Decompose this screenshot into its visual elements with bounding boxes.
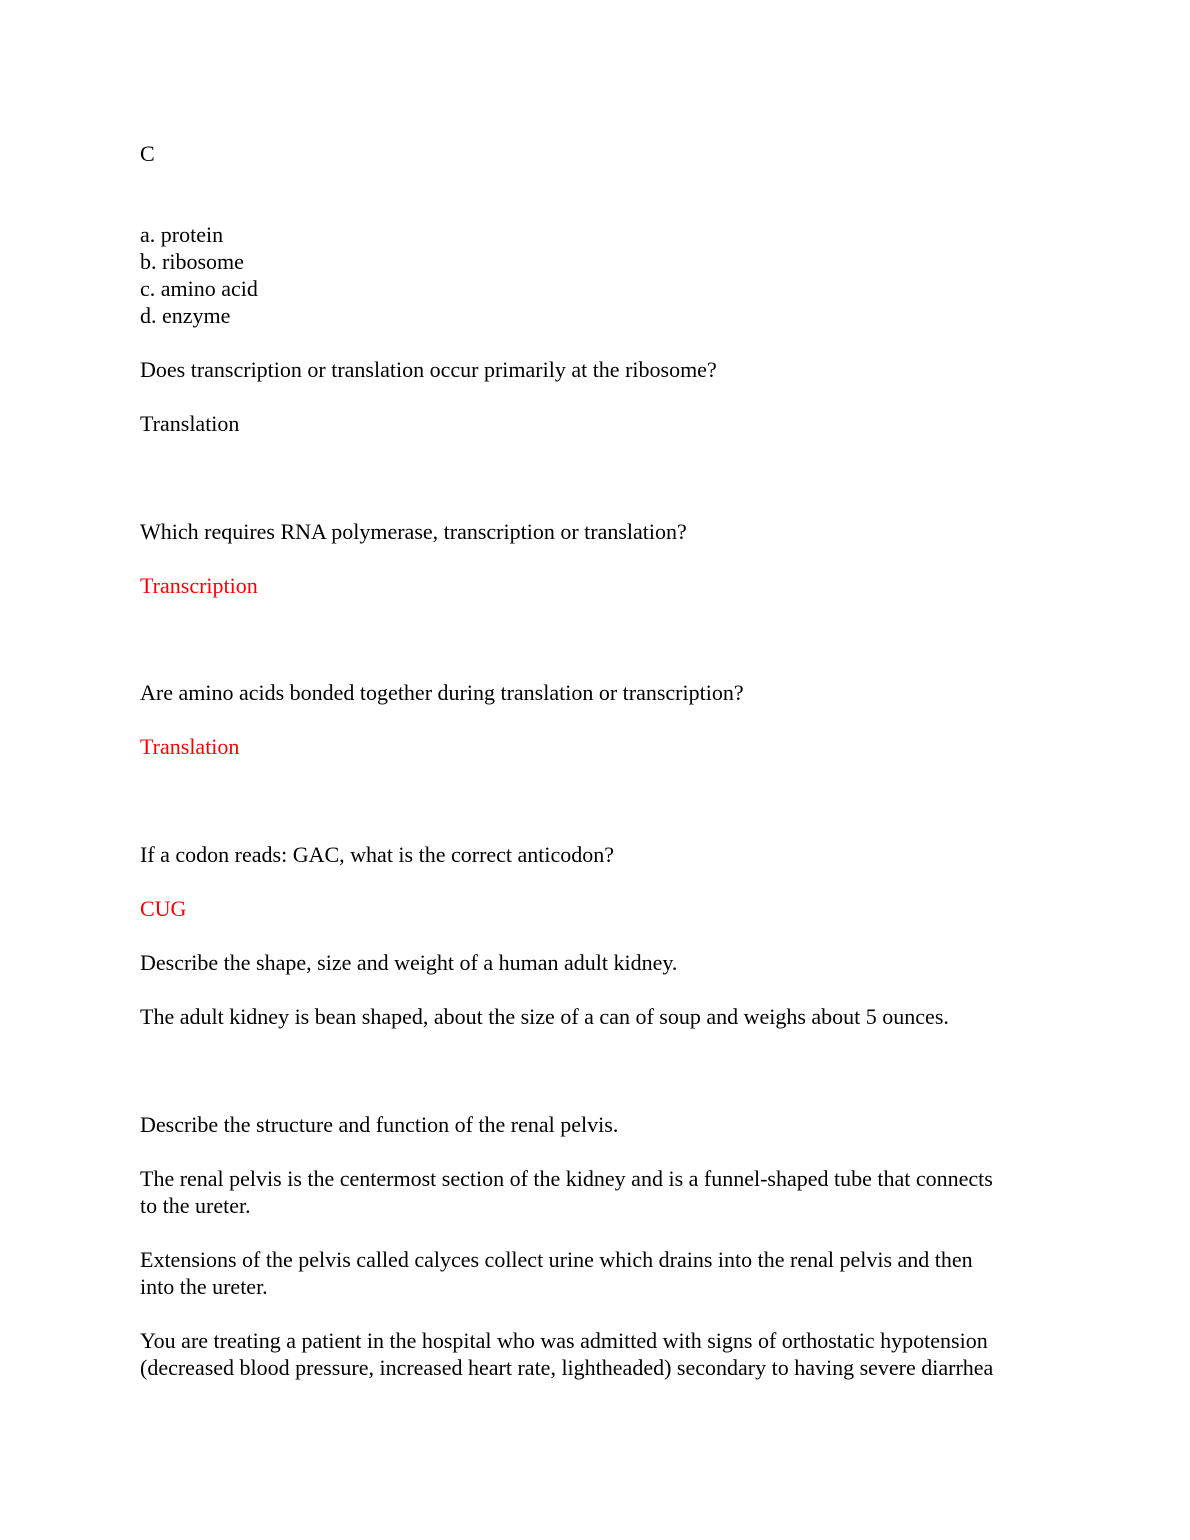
answer-3: Translation <box>140 734 240 759</box>
question-3: Are amino acids bonded together during translation or transcription? <box>140 680 744 705</box>
question-4: If a codon reads: GAC, what is the correct anticodon? <box>140 842 615 867</box>
answer-6-p2-line2: into the ureter. <box>140 1274 268 1299</box>
option-b: b. ribosome <box>140 249 244 274</box>
option-d: d. enzyme <box>140 303 231 328</box>
question-7-line2: (decreased blood pressure, increased heart rate, lightheaded) secondary to having severe diarrhea <box>140 1355 994 1380</box>
option-a: a. protein <box>140 222 224 247</box>
answer-5: The adult kidney is bean shaped, about the size of a can of soup and weighs about 5 ounces. <box>140 1004 949 1029</box>
answer-6-p1-line1: The renal pelvis is the centermost section of the kidney and is a funnel-shaped tube that connects <box>140 1166 993 1191</box>
question-1: Does transcription or translation occur primarily at the ribosome? <box>140 357 717 382</box>
answer-4: CUG <box>140 896 187 921</box>
question-2: Which requires RNA polymerase, transcription or translation? <box>140 519 687 544</box>
question-7-line1: You are treating a patient in the hospital who was admitted with signs of orthostatic hypotension <box>140 1328 988 1353</box>
answer-6-p2-line1: Extensions of the pelvis called calyces collect urine which drains into the renal pelvis and then <box>140 1247 973 1272</box>
question-6: Describe the structure and function of the renal pelvis. <box>140 1112 619 1137</box>
answer-2: Transcription <box>140 573 258 598</box>
top-answer: C <box>140 141 155 166</box>
answer-1: Translation <box>140 411 240 436</box>
question-5: Describe the shape, size and weight of a human adult kidney. <box>140 950 678 975</box>
answer-6-p1-line2: to the ureter. <box>140 1193 251 1218</box>
option-c: c. amino acid <box>140 276 258 301</box>
